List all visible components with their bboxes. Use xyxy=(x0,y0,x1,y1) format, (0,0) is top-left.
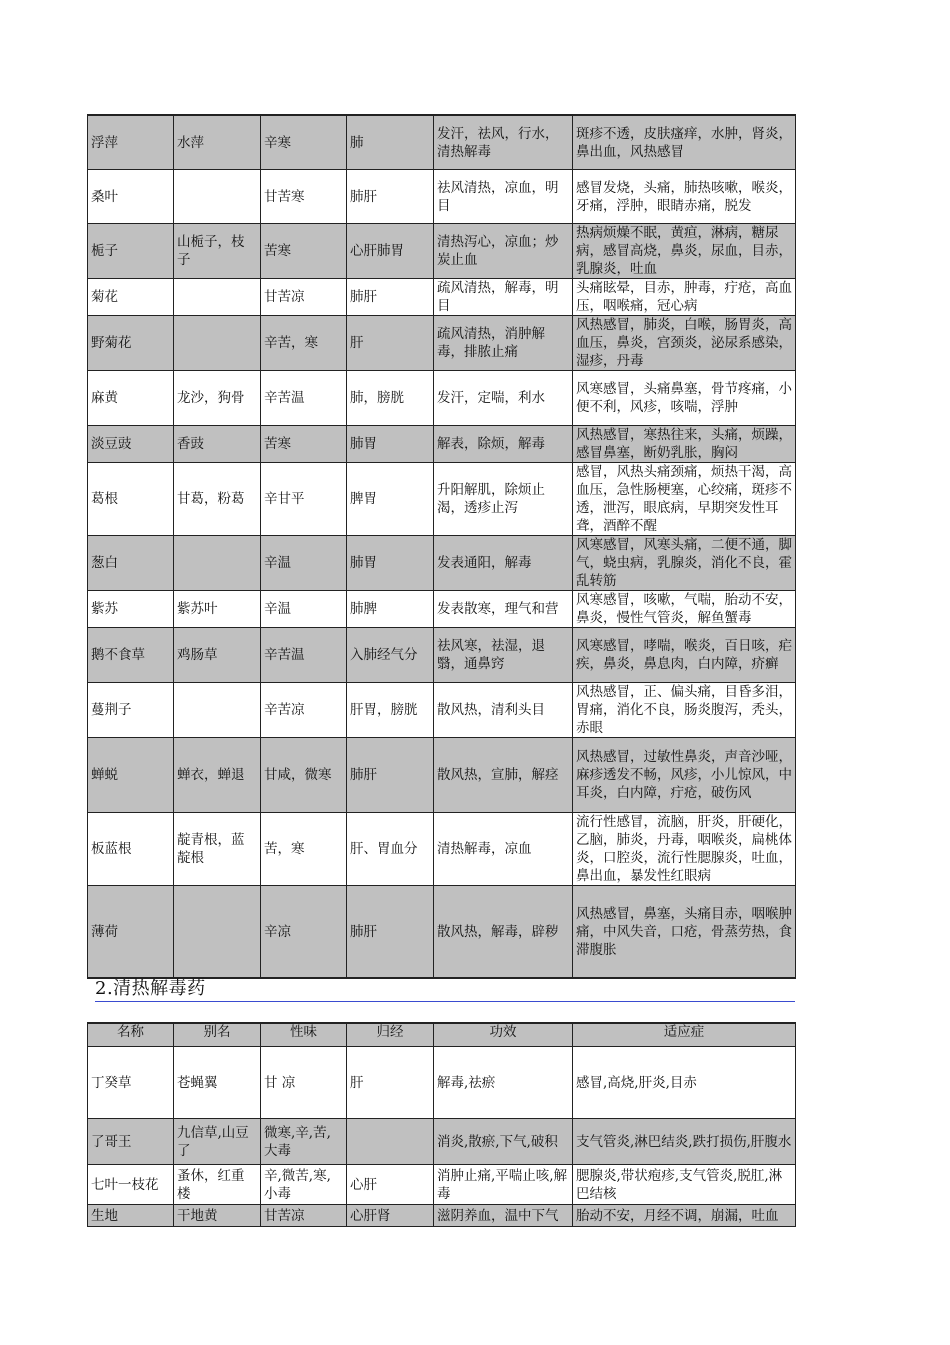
meridian-cell: 心肝 xyxy=(347,1165,434,1205)
table-row xyxy=(88,1047,796,1119)
alias-cell: 甘葛，粉葛 xyxy=(174,463,261,536)
meridian-cell: 肝胃，膀胱 xyxy=(347,683,434,738)
nature-cell: 甘苦寒 xyxy=(261,170,347,224)
herb-name-cell: 菊花 xyxy=(88,279,174,316)
herb-name-cell: 麻黄 xyxy=(88,371,174,426)
nature-cell: 微寒,辛,苦,大毒 xyxy=(261,1119,347,1165)
nature-cell: 甘 凉 xyxy=(261,1047,347,1119)
meridian-cell: 肺肝 xyxy=(347,170,434,224)
table-row xyxy=(88,536,796,591)
herb-name-cell: 生地 xyxy=(88,1205,174,1227)
table-row xyxy=(88,886,796,979)
nature-cell: 辛苦温 xyxy=(261,371,347,426)
efficacy-cell: 发汗，祛风，行水，清热解毒 xyxy=(434,115,573,170)
indications-cell: 风热感冒，过敏性鼻炎，声音沙哑，麻疹透发不畅，风疹，小儿惊风，中耳炎，白内障，疔疮，破伤风 xyxy=(573,738,796,813)
herb-name-cell: 淡豆豉 xyxy=(88,426,174,463)
table-row xyxy=(88,224,796,279)
indications-cell: 风寒感冒，咳嗽，气喘，胎动不安，鼻炎，慢性气管炎，解鱼蟹毒 xyxy=(573,591,796,628)
meridian-cell: 肝、胃血分 xyxy=(347,813,434,886)
header-efficacy: 功效 xyxy=(434,1023,573,1047)
efficacy-cell: 升阳解肌，除烦止渴，透疹止泻 xyxy=(434,463,573,536)
nature-cell: 辛苦，寒 xyxy=(261,316,347,371)
alias-cell xyxy=(174,170,261,224)
indications-cell: 头痛眩晕，目赤，肿毒，疔疮，高血压，咽喉痛，冠心病 xyxy=(573,279,796,316)
alias-cell: 香豉 xyxy=(174,426,261,463)
table-row xyxy=(88,115,796,170)
header-nature: 性味 xyxy=(261,1023,347,1047)
efficacy-cell: 发汗，定喘，利水 xyxy=(434,371,573,426)
efficacy-cell: 清热泻心，凉血；炒炭止血 xyxy=(434,224,573,279)
indications-cell: 感冒,高烧,肝炎,目赤 xyxy=(573,1047,796,1119)
indications-cell: 支气管炎,淋巴结炎,跌打损伤,肝腹水 xyxy=(573,1119,796,1165)
meridian-cell: 肺 xyxy=(347,115,434,170)
herb-name-cell: 栀子 xyxy=(88,224,174,279)
indications-cell: 风热感冒，寒热往来，头痛，烦躁，感冒鼻塞，断奶乳胀，胸闷 xyxy=(573,426,796,463)
indications-cell: 流行性感冒，流脑，肝炎，肝硬化，乙脑，肺炎，丹毒，咽喉炎，扁桃体炎，口腔炎，流行性腮腺炎，吐血，鼻出血，暴发性红眼病 xyxy=(573,813,796,886)
meridian-cell: 心肝肾 xyxy=(347,1205,434,1227)
efficacy-cell: 消炎,散瘀,下气,破积 xyxy=(434,1119,573,1165)
nature-cell: 辛温 xyxy=(261,591,347,628)
meridian-cell: 肺脾 xyxy=(347,591,434,628)
alias-cell: 水萍 xyxy=(174,115,261,170)
indications-cell: 胎动不安，月经不调，崩漏，吐血 xyxy=(573,1205,796,1227)
table-row xyxy=(88,1119,796,1165)
alias-cell xyxy=(174,683,261,738)
indications-cell: 风寒感冒，头痛鼻塞，骨节疼痛，小便不利，风疹，咳喘，浮肿 xyxy=(573,371,796,426)
table-row xyxy=(88,371,796,426)
herb-name-cell: 了哥王 xyxy=(88,1119,174,1165)
header-name: 名称 xyxy=(88,1023,174,1047)
alias-cell xyxy=(174,536,261,591)
efficacy-cell: 发表散寒，理气和营 xyxy=(434,591,573,628)
herb-name-cell: 七叶一枝花 xyxy=(88,1165,174,1205)
herb-name-cell: 野菊花 xyxy=(88,316,174,371)
alias-cell: 蝉衣，蝉退 xyxy=(174,738,261,813)
meridian-cell: 肝 xyxy=(347,1047,434,1119)
herb-name-cell: 紫苏 xyxy=(88,591,174,628)
alias-cell: 干地黄 xyxy=(174,1205,261,1227)
efficacy-cell: 滋阴养血，温中下气 xyxy=(434,1205,573,1227)
table-row xyxy=(88,279,796,316)
alias-cell: 紫苏叶 xyxy=(174,591,261,628)
indications-cell: 热病烦燥不眠，黄疸，淋病，糖尿病，感冒高烧，鼻炎，尿血，目赤，乳腺炎，吐血 xyxy=(573,224,796,279)
efficacy-cell: 发表通阳，解毒 xyxy=(434,536,573,591)
meridian-cell: 入肺经气分 xyxy=(347,628,434,683)
table-row xyxy=(88,683,796,738)
efficacy-cell: 疏风清热，消肿解毒，排脓止痛 xyxy=(434,316,573,371)
alias-cell xyxy=(174,279,261,316)
section-title: 2.清热解毒药 xyxy=(95,978,795,1002)
herb-table-2 xyxy=(87,1022,796,1227)
alias-cell: 鸡肠草 xyxy=(174,628,261,683)
nature-cell: 辛寒 xyxy=(261,115,347,170)
meridian-cell: 肺胃 xyxy=(347,426,434,463)
herb-name-cell: 浮萍 xyxy=(88,115,174,170)
header-indications: 适应症 xyxy=(573,1023,796,1047)
indications-cell: 感冒发烧，头痛，肺热咳嗽，喉炎，牙痛，浮肿，眼睛赤痛，脱发 xyxy=(573,170,796,224)
herb-name-cell: 丁癸草 xyxy=(88,1047,174,1119)
table-row xyxy=(88,316,796,371)
meridian-cell: 肺肝 xyxy=(347,738,434,813)
herb-table-1 xyxy=(87,114,796,979)
indications-cell: 风热感冒，正、偏头痛，目昏多泪，胃痛，消化不良，肠炎腹泻，秃头，赤眼 xyxy=(573,683,796,738)
table-row xyxy=(88,738,796,813)
herb-name-cell: 鹅不食草 xyxy=(88,628,174,683)
nature-cell: 辛甘平 xyxy=(261,463,347,536)
alias-cell xyxy=(174,316,261,371)
efficacy-cell: 散风热，宣肺，解痉 xyxy=(434,738,573,813)
efficacy-cell: 清热解毒，凉血 xyxy=(434,813,573,886)
nature-cell: 苦，寒 xyxy=(261,813,347,886)
alias-cell: 蚤休，红重楼 xyxy=(174,1165,261,1205)
indications-cell: 腮腺炎,带状疱疹,支气管炎,脱肛,淋巴结核 xyxy=(573,1165,796,1205)
herb-name-cell: 薄荷 xyxy=(88,886,174,979)
herb-name-cell: 蔓荆子 xyxy=(88,683,174,738)
alias-cell: 龙沙，狗骨 xyxy=(174,371,261,426)
table-row xyxy=(88,426,796,463)
header-meridian: 归经 xyxy=(347,1023,434,1047)
indications-cell: 风寒感冒，哮喘，喉炎，百日咳，疟疾，鼻炎，鼻息肉，白内障，疥癣 xyxy=(573,628,796,683)
herb-name-cell: 板蓝根 xyxy=(88,813,174,886)
indications-cell: 斑疹不透，皮肤瘙痒，水肿，肾炎，鼻出血，风热感冒 xyxy=(573,115,796,170)
efficacy-cell: 解表，除烦，解毒 xyxy=(434,426,573,463)
indications-cell: 风热感冒，肺炎，白喉，肠胃炎，高血压，鼻炎，宫颈炎，泌尿系感染，湿疹，丹毒 xyxy=(573,316,796,371)
header-alias: 别名 xyxy=(174,1023,261,1047)
efficacy-cell: 散风热，解毒，辟秽 xyxy=(434,886,573,979)
efficacy-cell: 祛风寒，祛湿，退翳，通鼻窍 xyxy=(434,628,573,683)
meridian-cell xyxy=(347,1119,434,1165)
alias-cell: 靛青根，蓝靛根 xyxy=(174,813,261,886)
efficacy-cell: 祛风清热，凉血，明目 xyxy=(434,170,573,224)
nature-cell: 甘苦凉 xyxy=(261,1205,347,1227)
alias-cell: 九信草,山豆了 xyxy=(174,1119,261,1165)
nature-cell: 辛苦凉 xyxy=(261,683,347,738)
alias-cell: 苍蝇翼 xyxy=(174,1047,261,1119)
table-row xyxy=(88,170,796,224)
table-row xyxy=(88,1165,796,1205)
efficacy-cell: 消肿止痛,平喘止咳,解毒 xyxy=(434,1165,573,1205)
herb-name-cell: 蝉蜕 xyxy=(88,738,174,813)
nature-cell: 辛凉 xyxy=(261,886,347,979)
table-row xyxy=(88,813,796,886)
indications-cell: 风寒感冒，风寒头痛，二便不通，脚气，蛲虫病，乳腺炎，消化不良，霍乱转筋 xyxy=(573,536,796,591)
meridian-cell: 肺，膀胱 xyxy=(347,371,434,426)
table-row xyxy=(88,463,796,536)
indications-cell: 感冒，风热头痛颈痛，烦热干渴，高血压，急性肠梗塞，心绞痛，斑疹不透，泄泻，眼底病，早期突发性耳聋，酒醉不醒 xyxy=(573,463,796,536)
herb-name-cell: 桑叶 xyxy=(88,170,174,224)
meridian-cell: 脾胃 xyxy=(347,463,434,536)
nature-cell: 辛,微苦,寒,小毒 xyxy=(261,1165,347,1205)
nature-cell: 辛苦温 xyxy=(261,628,347,683)
meridian-cell: 肺肝 xyxy=(347,886,434,979)
table-row xyxy=(88,591,796,628)
efficacy-cell: 解毒,祛瘀 xyxy=(434,1047,573,1119)
nature-cell: 辛温 xyxy=(261,536,347,591)
efficacy-cell: 散风热，清利头目 xyxy=(434,683,573,738)
nature-cell: 甘苦凉 xyxy=(261,279,347,316)
meridian-cell: 肝 xyxy=(347,316,434,371)
meridian-cell: 心肝肺胃 xyxy=(347,224,434,279)
alias-cell xyxy=(174,886,261,979)
table-header-row xyxy=(88,1023,796,1047)
meridian-cell: 肺肝 xyxy=(347,279,434,316)
nature-cell: 甘咸，微寒 xyxy=(261,738,347,813)
alias-cell: 山栀子，枝子 xyxy=(174,224,261,279)
table-row xyxy=(88,628,796,683)
nature-cell: 苦寒 xyxy=(261,224,347,279)
herb-name-cell: 葛根 xyxy=(88,463,174,536)
table-row xyxy=(88,1205,796,1227)
nature-cell: 苦寒 xyxy=(261,426,347,463)
herb-name-cell: 葱白 xyxy=(88,536,174,591)
meridian-cell: 肺胃 xyxy=(347,536,434,591)
efficacy-cell: 疏风清热，解毒，明目 xyxy=(434,279,573,316)
indications-cell: 风热感冒，鼻塞，头痛目赤，咽喉肿痛，中风失音，口疮，骨蒸劳热，食滞腹胀 xyxy=(573,886,796,979)
